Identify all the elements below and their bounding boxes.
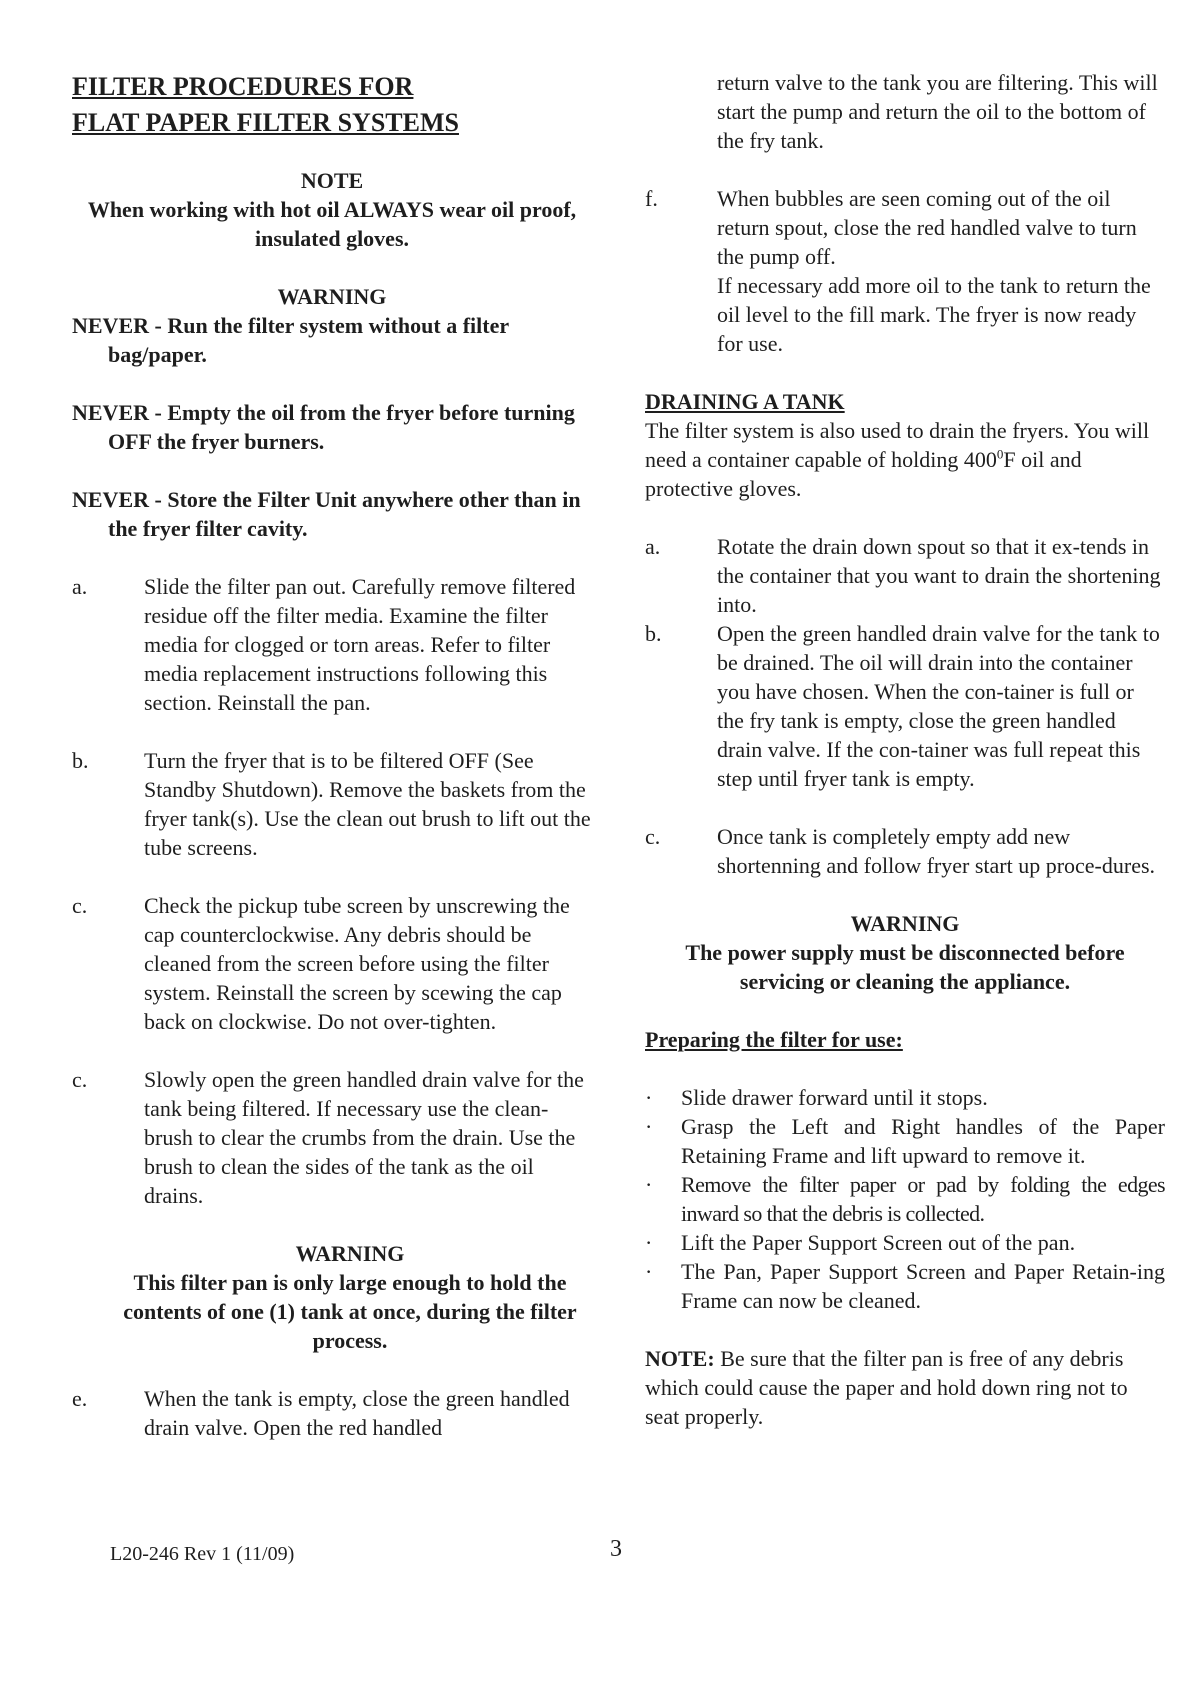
step-c2-label: c. [72,1067,88,1092]
drain-step-c-text: Once tank is completely empty add new shortenning and follow fryer start up proce-dures. [717,824,1156,878]
step-c-text: Check the pickup tube screen by unscrewing the cap counterclockwise. Any debris should be cleaned from the screen before using the filter system. Reinstall the screen by scewing the cap back on clockwise. Do not over-tighten. [144,893,570,1034]
drain-step-a-label: a. [645,534,661,559]
step-b-label: b. [72,748,89,773]
bullet-dot: · [645,1259,653,1284]
step-c2-text: Slowly open the green handled drain valve for the tank being filtered. If necessary use the clean-brush to clear the crumbs from the drain. Use the brush to clean the sides of the tank as the oil drains. [144,1067,584,1208]
warning-heading-1: WARNING [277,284,387,309]
drain-step-b [645,619,1165,793]
step-e-continued-text: return valve to the tank you are filtering. This will start the pump and return the oil to the bottom of the fry tank. [717,70,1158,153]
step-e-text: When the tank is empty, close the green handled drain valve. Open the red handled [144,1386,570,1440]
step-c-label: c. [72,893,88,918]
prep-bullet-1: · Slide drawer forward until it stops. [645,1085,988,1110]
warning-item-1: NEVER - Run the filter system without a filter bag/paper. [72,313,509,367]
drain-step-c-label: c. [645,824,661,849]
step-a-label: a. [72,574,88,599]
bullet-dot: · [645,1114,653,1139]
warning-heading-2: WARNING [295,1241,405,1266]
footer-doc-id: L20-246 Rev 1 (11/09) [110,1543,295,1565]
step-f-text-2: If necessary add more oil to the tank to return the oil level to the fill mark. The fryer is now ready for use. [717,273,1151,356]
prep-bullet-3: · Remove the filter paper or pad by folding the edges inward so that the debris is collected. [645,1172,1165,1226]
warning-item-2: NEVER - Empty the oil from the fryer before turning OFF the fryer burners. [72,400,575,454]
step-c [72,891,592,1036]
preparing-heading: Preparing the filter for use: [645,1027,903,1052]
note-text: When working with hot oil ALWAYS wear oil proof, insulated gloves. [87,197,577,251]
drain-step-b-text: Open the green handled drain valve for the tank to be drained. The oil will drain into the container you have chosen. When the con-tainer is full or the fry tank is empty, close the green handled drain valve. If the con-tainer was full repeat this step until fryer tank is empty. [717,621,1160,791]
note-heading: NOTE [300,168,364,193]
warning-heading-3: WARNING [850,911,960,936]
step-a [72,572,592,717]
warning-item-3: NEVER - Store the Filter Unit anywhere other than in the fryer filter cavity. [72,487,581,541]
drain-step-b-label: b. [645,621,662,646]
step-c2 [72,1065,592,1210]
step-b [72,746,592,862]
step-e-label: e. [72,1386,88,1411]
step-f-text: When bubbles are seen coming out of the oil return spout, close the red handled valve to turn the pump off. [717,186,1137,269]
draining-heading: DRAINING A TANK [645,389,845,414]
step-a-text: Slide the filter pan out. Carefully remove filtered residue off the filter media. Examine the filter media for clogged or torn areas. Refer to filter media replacement instructions following this section. Reinstall the pan. [144,574,576,715]
drain-step-a-text: Rotate the drain down spout so that it ex-tends in the container that you want to drain the shortening into. [717,534,1161,617]
bullet-dot: · [645,1172,653,1197]
right-column [645,68,1165,1431]
step-e [72,1384,592,1442]
bullet-dot: · [645,1085,653,1110]
draining-intro: The filter system is also used to drain the fryers. You will need a container capable of holding $400^0F$ oil and protective gloves. [645,418,1150,501]
left-column [72,68,592,1442]
step-f-label: f. [645,186,658,211]
prep-bullet-5: · The Pan, Paper Support Screen and Paper Retain-ing Frame can now be cleaned. [645,1259,1165,1313]
drain-step-c [645,822,1165,880]
step-b-text: Turn the fryer that is to be filtered OFF (See Standby Shutdown). Remove the baskets from the fryer tank(s). Use the clean out brush to lift out the tube screens. [144,748,591,860]
title-line-1: FILTER PROCEDURES FOR [72,72,414,101]
drain-step-a [645,532,1165,619]
prep-bullet-2: · Grasp the Left and Right handles of the Paper Retaining Frame and lift upward to remove it. [645,1114,1165,1168]
final-note-text: Be sure that the filter pan is free of any debris which could cause the paper and hold down ring not to seat properly. [645,1346,1128,1429]
warning-text-3: The power supply must be disconnected before servicing or cleaning the appliance. [685,940,1125,994]
bullet-dot: · [645,1230,653,1255]
step-f [645,184,1165,358]
title-line-2: FLAT PAPER FILTER SYSTEMS [72,108,459,137]
page-number: 3 [610,1536,622,1562]
warning-text-2: This filter pan is only large enough to hold the contents of one (1) tank at once, during the filter process. [123,1270,577,1353]
prep-bullet-4: · Lift the Paper Support Screen out of the pan. [645,1230,1076,1255]
final-note [645,1344,1165,1431]
final-note-label: NOTE: [645,1346,715,1371]
step-e-continued [645,68,1165,155]
